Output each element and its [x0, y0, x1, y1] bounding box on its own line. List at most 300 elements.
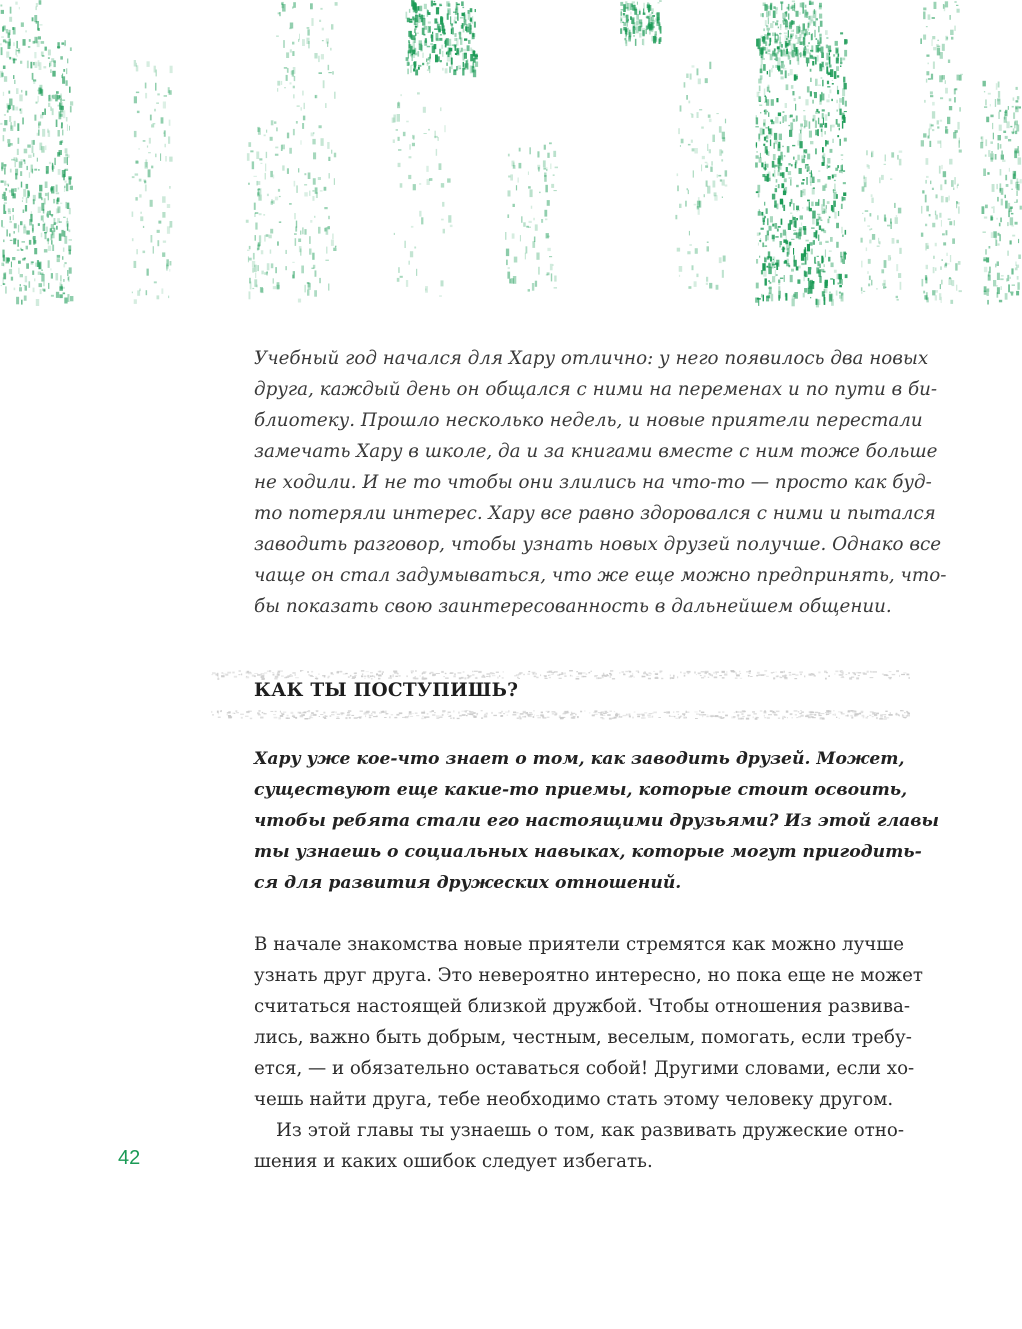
- paint-speck: [799, 12, 800, 15]
- band-speck: [795, 674, 798, 675]
- paint-speck: [691, 114, 693, 118]
- paint-speck: [20, 61, 22, 64]
- paint-speck: [990, 141, 993, 144]
- paint-speck: [796, 121, 798, 122]
- band-speck: [364, 676, 366, 677]
- paint-speck: [322, 40, 324, 41]
- paint-speck: [815, 130, 818, 136]
- band-speck: [862, 672, 865, 674]
- band-speck: [576, 678, 578, 679]
- paint-speck: [941, 259, 943, 261]
- paint-speck: [315, 270, 317, 276]
- paint-speck: [656, 13, 658, 15]
- paint-speck: [428, 22, 431, 24]
- paint-speck: [506, 249, 509, 257]
- band-speck: [811, 714, 813, 715]
- paint-speck: [445, 68, 448, 73]
- paint-speck: [818, 111, 820, 113]
- paint-speck: [1002, 160, 1005, 162]
- band-speck: [448, 716, 451, 717]
- band-speck: [736, 711, 740, 713]
- paint-speck: [545, 185, 548, 193]
- band-speck: [664, 712, 666, 713]
- paint-speck: [821, 269, 825, 272]
- band-speck: [598, 712, 600, 713]
- paint-speck: [639, 11, 641, 15]
- paint-speck: [307, 29, 309, 35]
- band-speck: [422, 716, 423, 717]
- paint-speck: [836, 223, 839, 228]
- paint-speck: [796, 218, 798, 220]
- paint-speck: [1005, 175, 1007, 181]
- paint-speck: [958, 206, 959, 213]
- paint-speck: [959, 290, 962, 292]
- paint-speck: [709, 62, 711, 69]
- paint-speck: [554, 287, 557, 288]
- paint-speck: [940, 266, 942, 270]
- paint-speck: [39, 263, 41, 270]
- band-speck: [233, 713, 236, 714]
- band-speck: [492, 672, 494, 674]
- band-speck: [310, 675, 313, 676]
- band-speck: [852, 672, 855, 673]
- paint-speck: [535, 281, 537, 287]
- paint-speck: [810, 69, 812, 72]
- paint-speck: [941, 196, 944, 203]
- paint-speck: [709, 119, 712, 122]
- paint-speck: [1, 36, 4, 37]
- paint-speck: [757, 92, 760, 98]
- paint-speck: [775, 165, 778, 167]
- paint-speck: [987, 289, 989, 296]
- band-speck: [466, 715, 468, 716]
- band-speck: [272, 674, 273, 675]
- band-speck: [906, 712, 909, 713]
- paint-speck: [453, 12, 456, 13]
- paint-speck: [393, 139, 395, 143]
- paint-speck: [1014, 151, 1017, 159]
- band-speck: [873, 671, 877, 672]
- paint-speck: [774, 205, 777, 207]
- band-speck: [571, 717, 575, 719]
- paint-speck: [827, 86, 830, 87]
- band-speck: [647, 715, 651, 717]
- paint-speck: [443, 229, 445, 234]
- paint-speck: [256, 285, 258, 288]
- paint-speck: [275, 147, 278, 149]
- paint-speck: [985, 205, 988, 209]
- paint-speck: [679, 266, 683, 272]
- band-speck: [714, 677, 718, 679]
- band-speck: [792, 717, 794, 718]
- band-speck: [841, 670, 843, 671]
- paint-speck: [864, 218, 866, 222]
- band-speck: [804, 676, 805, 678]
- paint-speck: [431, 35, 433, 39]
- paint-speck: [772, 264, 775, 266]
- paint-speck: [434, 28, 437, 30]
- paint-speck: [441, 280, 444, 286]
- paint-speck: [985, 139, 987, 146]
- paint-speck: [1012, 132, 1014, 134]
- paint-speck: [456, 2, 458, 10]
- paint-speck: [326, 227, 329, 235]
- paint-speck: [627, 3, 630, 11]
- paint-speck: [41, 274, 44, 282]
- band-speck: [742, 716, 744, 717]
- paint-speck: [135, 197, 137, 201]
- paint-speck: [783, 50, 786, 52]
- paint-speck: [163, 102, 166, 109]
- paint-speck: [277, 241, 279, 245]
- band-speck: [286, 676, 289, 678]
- paint-speck: [882, 283, 885, 286]
- paint-speck: [30, 62, 32, 69]
- paint-speck: [842, 197, 844, 202]
- paint-speck: [782, 13, 785, 19]
- paint-speck: [156, 70, 157, 77]
- paint-speck: [26, 184, 29, 189]
- band-speck: [701, 671, 705, 672]
- paint-speck: [929, 214, 931, 216]
- paint-speck: [320, 8, 322, 10]
- paint-speck: [794, 292, 798, 299]
- paint-speck: [678, 128, 680, 134]
- paint-speck: [839, 109, 841, 116]
- band-speck: [302, 712, 306, 714]
- band-speck: [649, 713, 652, 714]
- paint-speck: [769, 70, 771, 77]
- paint-speck: [1010, 292, 1013, 294]
- band-speck: [882, 674, 884, 675]
- paint-speck: [170, 66, 173, 73]
- paint-speck: [293, 86, 295, 89]
- band-speck: [828, 713, 831, 714]
- paint-speck: [822, 80, 824, 87]
- paint-speck: [884, 215, 886, 222]
- paint-speck: [1017, 96, 1019, 100]
- paint-speck: [440, 5, 442, 6]
- paint-speck: [300, 231, 301, 235]
- paint-speck: [168, 136, 170, 143]
- paint-speck: [48, 260, 50, 268]
- paint-speck: [413, 62, 416, 65]
- paint-speck: [1010, 277, 1012, 279]
- band-speck: [519, 672, 522, 673]
- paint-speck: [406, 121, 409, 123]
- paint-speck: [957, 122, 959, 130]
- paint-speck: [312, 190, 314, 191]
- paint-speck: [843, 77, 845, 83]
- paint-speck: [440, 17, 443, 25]
- paint-speck: [706, 181, 708, 187]
- paint-speck: [31, 262, 34, 263]
- band-speck: [439, 717, 443, 718]
- paint-speck: [821, 92, 822, 94]
- paint-speck: [134, 96, 137, 103]
- band-speck: [218, 717, 221, 719]
- paint-speck: [620, 16, 622, 23]
- paint-speck: [836, 119, 838, 125]
- paint-speck: [812, 33, 813, 40]
- band-speck: [307, 671, 309, 672]
- paint-speck: [842, 164, 843, 171]
- paint-speck: [773, 154, 776, 160]
- band-speck: [586, 673, 588, 675]
- paint-speck: [32, 228, 33, 233]
- paint-speck: [4, 203, 7, 204]
- paint-speck: [760, 75, 763, 79]
- paint-speck: [508, 154, 510, 157]
- band-speck: [458, 672, 462, 673]
- band-speck: [374, 677, 375, 678]
- paint-speck: [689, 244, 692, 245]
- paint-speck: [271, 263, 274, 268]
- band-speck: [704, 675, 706, 677]
- band-speck: [749, 671, 751, 673]
- band-speck: [700, 675, 702, 676]
- band-speck: [872, 716, 874, 717]
- paint-speck: [26, 230, 29, 234]
- band-speck: [492, 675, 495, 676]
- paint-speck: [866, 248, 867, 252]
- band-speck: [722, 671, 725, 673]
- paint-speck: [766, 296, 769, 301]
- paint-speck: [811, 249, 813, 255]
- paint-speck: [528, 172, 529, 175]
- paint-speck: [767, 71, 768, 74]
- paint-speck: [532, 283, 534, 291]
- paint-speck: [312, 253, 314, 260]
- band-speck: [450, 715, 452, 716]
- paint-speck: [544, 175, 547, 182]
- paint-speck: [69, 267, 72, 273]
- paint-speck: [997, 292, 999, 297]
- paint-speck: [764, 37, 766, 44]
- paint-speck: [298, 168, 299, 172]
- paint-speck: [790, 69, 793, 75]
- band-speck: [577, 716, 579, 718]
- band-speck: [453, 710, 454, 712]
- paint-speck: [34, 52, 36, 58]
- paint-speck: [953, 188, 954, 191]
- paint-speck: [999, 300, 1002, 303]
- paint-speck: [292, 42, 294, 45]
- paint-speck: [807, 63, 808, 67]
- band-speck: [277, 672, 280, 673]
- band-speck: [551, 674, 553, 675]
- paint-speck: [39, 185, 42, 192]
- paint-speck: [763, 119, 766, 127]
- band-speck: [472, 713, 473, 715]
- band-speck: [410, 716, 413, 717]
- band-speck: [714, 672, 715, 674]
- band-speck: [369, 715, 371, 716]
- band-speck: [643, 673, 647, 674]
- paint-speck: [898, 208, 901, 214]
- band-speck: [481, 710, 483, 711]
- band-speck: [469, 711, 471, 712]
- paint-speck: [406, 280, 408, 287]
- paint-speck: [833, 192, 836, 199]
- paint-speck: [333, 248, 336, 251]
- paint-speck: [688, 101, 690, 104]
- paint-speck: [841, 296, 844, 302]
- paint-speck: [150, 115, 152, 121]
- paint-speck: [803, 48, 806, 51]
- band-speck: [319, 716, 320, 717]
- paint-speck: [440, 60, 442, 62]
- paint-speck: [797, 155, 799, 161]
- band-speck: [337, 671, 340, 673]
- paint-speck: [275, 154, 279, 156]
- paint-speck: [981, 136, 983, 143]
- paint-speck: [935, 295, 937, 300]
- paint-speck: [758, 193, 760, 197]
- paint-speck: [16, 55, 18, 56]
- paint-speck: [781, 249, 783, 250]
- paint-speck: [1001, 275, 1004, 277]
- paint-speck: [52, 245, 54, 251]
- paint-speck: [812, 211, 816, 219]
- paint-speck: [838, 283, 840, 285]
- paint-speck: [10, 125, 13, 131]
- paint-speck: [948, 219, 951, 220]
- paint-speck: [48, 57, 50, 58]
- paint-speck: [454, 20, 456, 24]
- paint-speck: [720, 179, 722, 181]
- paint-speck: [759, 86, 761, 92]
- band-speck: [594, 675, 598, 676]
- paint-speck: [248, 183, 250, 185]
- paint-speck: [840, 139, 841, 146]
- paint-speck: [780, 24, 782, 30]
- band-speck: [481, 717, 483, 719]
- paint-speck: [408, 45, 410, 53]
- paint-speck: [791, 21, 794, 25]
- band-speck: [447, 714, 448, 715]
- paint-speck: [831, 99, 832, 101]
- paint-speck: [393, 115, 396, 123]
- story-line: замечать Хару в школе, да и за книгами вместе с ним тоже больше: [254, 441, 938, 462]
- paint-speck: [132, 212, 134, 217]
- paint-speck: [1011, 213, 1014, 215]
- paint-speck: [991, 158, 994, 162]
- paint-speck: [287, 133, 289, 139]
- band-speck: [454, 673, 456, 675]
- band-speck: [523, 711, 526, 713]
- paint-speck: [153, 123, 156, 124]
- paint-speck: [942, 233, 945, 235]
- band-speck: [457, 718, 460, 719]
- paint-speck: [143, 140, 146, 141]
- paint-speck: [68, 276, 69, 282]
- band-speck: [616, 713, 618, 714]
- story-line: друга, каждый день он общался с ними на переменах и по пути в би-: [254, 379, 938, 400]
- band-speck: [415, 670, 417, 672]
- paint-speck: [8, 208, 11, 211]
- paint-speck: [997, 197, 999, 202]
- paint-speck: [789, 177, 792, 179]
- paint-speck: [48, 130, 50, 137]
- paint-speck: [809, 3, 812, 5]
- paint-speck: [545, 219, 547, 221]
- band-speck: [300, 715, 304, 717]
- paint-speck: [16, 297, 19, 305]
- band-speck: [547, 712, 549, 713]
- paint-speck: [33, 62, 35, 65]
- paint-speck: [38, 122, 41, 126]
- band-speck: [678, 714, 679, 715]
- paint-speck: [806, 240, 809, 242]
- paint-speck: [255, 223, 257, 230]
- band-speck: [264, 713, 267, 714]
- paint-speck: [940, 120, 943, 122]
- paint-speck: [805, 272, 807, 278]
- band-speck: [371, 713, 372, 714]
- paint-speck: [1005, 195, 1006, 198]
- paint-speck: [67, 270, 68, 276]
- band-speck: [346, 715, 350, 716]
- paint-speck: [894, 203, 896, 208]
- paint-speck: [935, 211, 936, 216]
- paint-speck: [547, 248, 550, 251]
- band-speck: [370, 672, 373, 673]
- paint-speck: [255, 235, 257, 241]
- paint-speck: [554, 276, 556, 282]
- paint-speck: [826, 99, 829, 102]
- band-speck: [489, 675, 491, 677]
- band-speck: [767, 717, 770, 719]
- paint-speck: [65, 148, 68, 153]
- paint-speck: [419, 211, 421, 217]
- paint-speck: [461, 1, 464, 6]
- paint-speck: [812, 61, 814, 66]
- paint-speck: [955, 263, 957, 270]
- band-speck: [262, 712, 263, 713]
- band-speck: [602, 675, 604, 677]
- paint-speck: [795, 162, 796, 165]
- paint-speck: [832, 80, 833, 81]
- band-speck: [904, 717, 907, 718]
- paint-speck: [896, 264, 898, 271]
- paint-speck: [51, 214, 54, 216]
- band-speck: [463, 672, 465, 673]
- paint-speck: [20, 284, 21, 286]
- band-speck: [756, 675, 758, 677]
- paint-speck: [837, 110, 838, 112]
- band-speck: [364, 678, 366, 679]
- paint-speck: [264, 135, 266, 137]
- paint-speck: [832, 175, 834, 178]
- paint-speck: [812, 188, 815, 195]
- paint-speck: [785, 103, 787, 108]
- paint-speck: [655, 18, 656, 22]
- band-speck: [906, 674, 909, 676]
- paint-speck: [1010, 180, 1012, 185]
- paint-speck: [525, 253, 526, 260]
- band-speck: [436, 716, 440, 717]
- paint-speck: [1018, 239, 1019, 243]
- intro-line: ты узнаешь о социальных навыках, которые могут пригодить-: [254, 842, 922, 862]
- paint-speck: [60, 275, 62, 281]
- band-speck: [412, 713, 413, 714]
- band-speck: [740, 673, 741, 674]
- paint-speck: [0, 5, 2, 7]
- paint-speck: [36, 21, 39, 24]
- paint-speck: [1016, 199, 1018, 202]
- paint-speck: [474, 22, 476, 28]
